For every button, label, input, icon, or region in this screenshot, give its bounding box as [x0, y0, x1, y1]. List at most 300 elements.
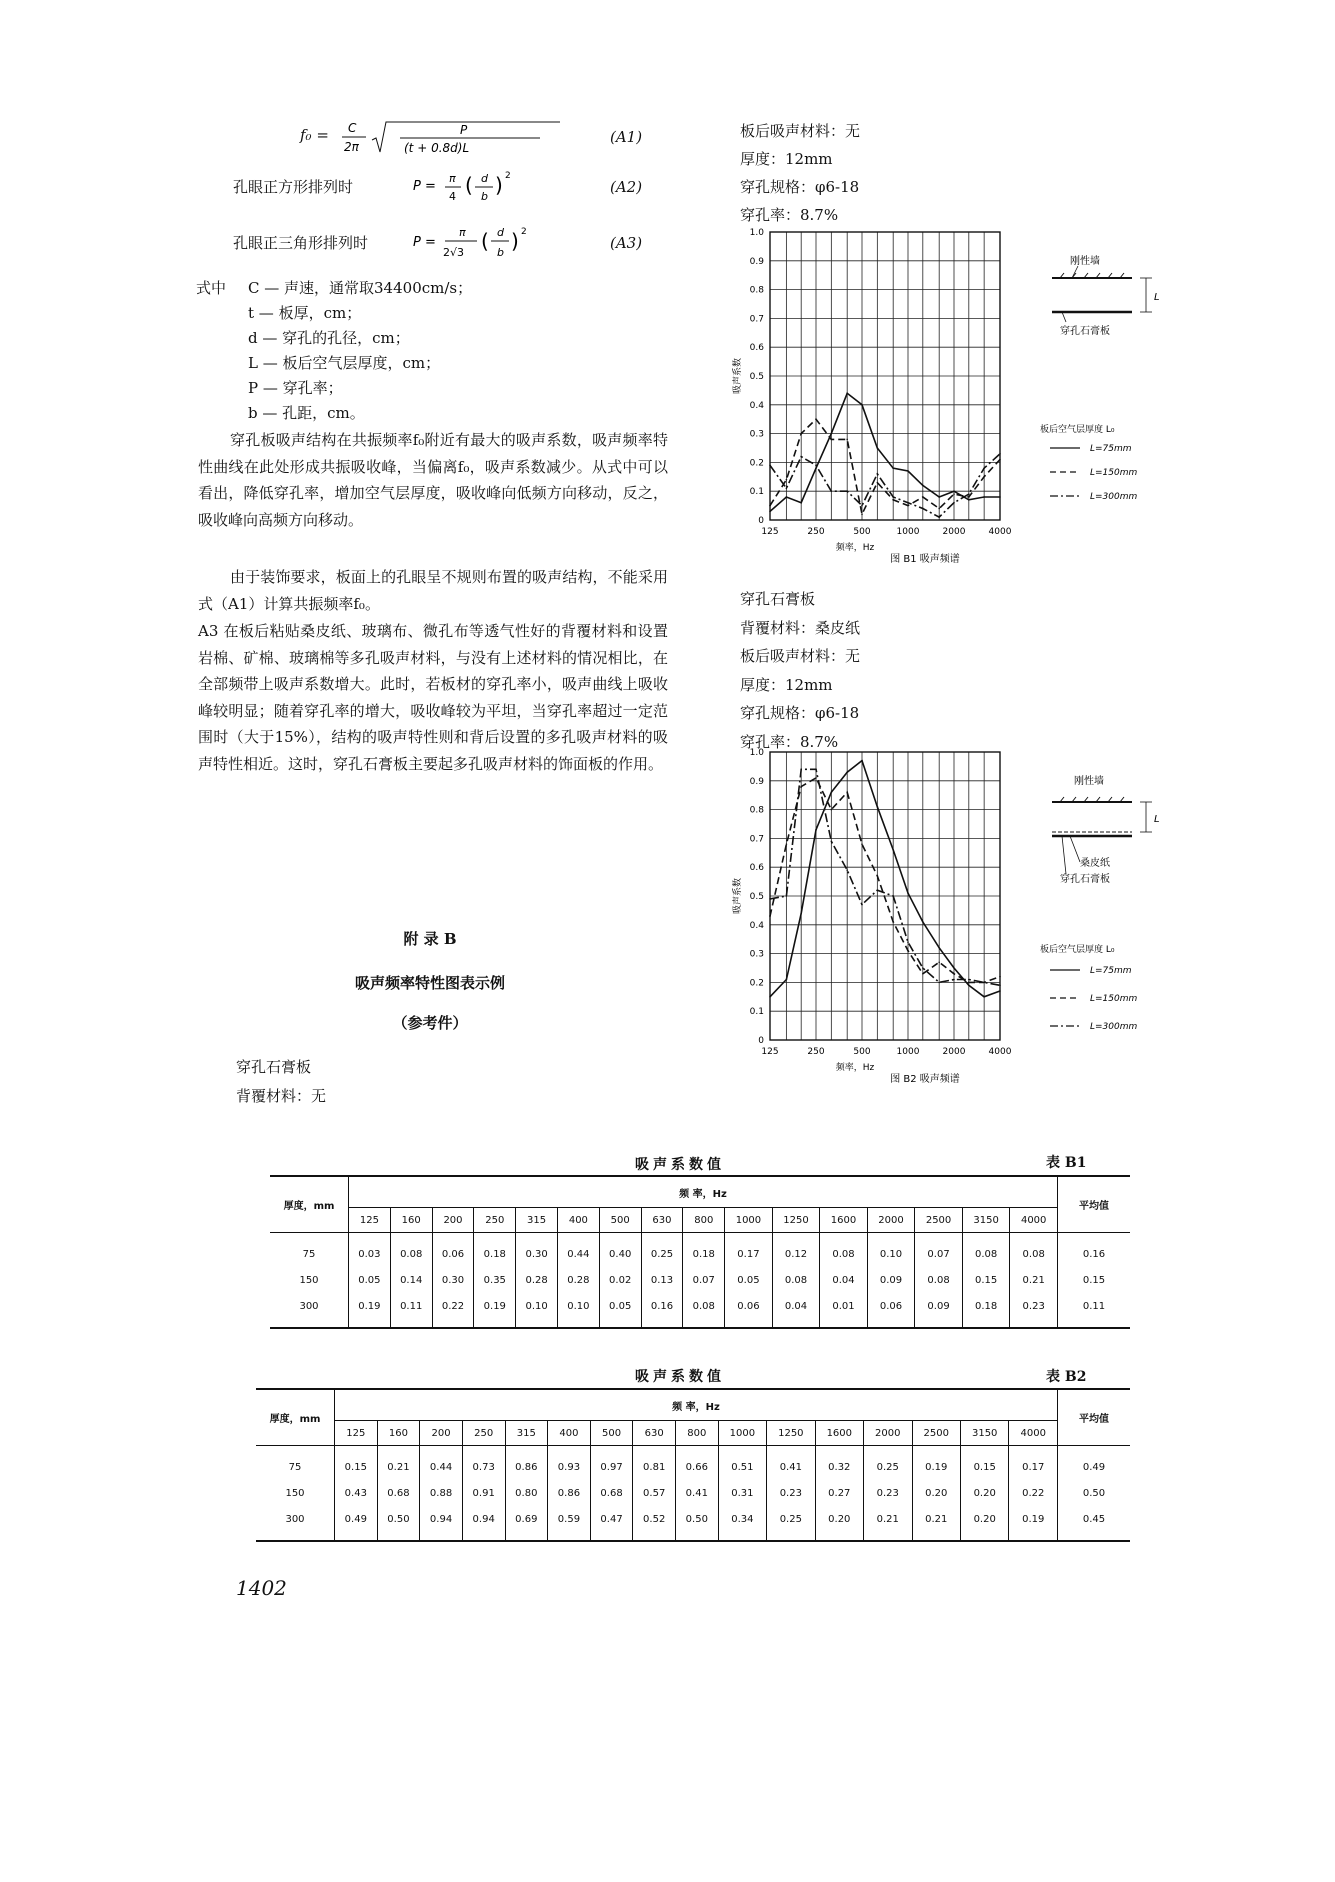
- data-point: [938, 516, 940, 518]
- coefficient-cell: 0.07: [915, 1233, 963, 1268]
- b1-spec-line: 穿孔规格：φ6-18: [740, 178, 860, 196]
- data-point: [953, 979, 955, 981]
- legend-label: L=300mm: [1090, 1022, 1138, 1032]
- frequency-column-header: 1000: [725, 1208, 773, 1233]
- y-tick-label: 0.3: [749, 949, 764, 960]
- data-point: [999, 990, 1001, 992]
- frequency-column-header: 500: [590, 1421, 633, 1446]
- coefficient-cell: 0.20: [815, 1506, 863, 1541]
- data-point: [938, 508, 940, 510]
- y-axis-label: 吸声系数: [733, 357, 743, 395]
- coefficient-cell: 0.08: [1010, 1233, 1058, 1268]
- coefficient-cell: 0.19: [912, 1446, 960, 1481]
- equation-a1: [300, 118, 680, 154]
- table-b1: [270, 1175, 1130, 1329]
- b1-spec-line: 板后吸声材料：无: [740, 122, 861, 140]
- variable-l: L — 板后空气层厚度，cm；: [248, 354, 441, 372]
- y-tick-label: 0.5: [749, 372, 764, 382]
- coefficient-cell: 0.86: [505, 1446, 548, 1481]
- data-point: [846, 792, 848, 794]
- coefficient-cell: 0.80: [505, 1480, 548, 1506]
- table-b2-number: 表 B2: [1046, 1369, 1087, 1385]
- coefficient-cell: 0.97: [590, 1446, 633, 1481]
- frequency-column-header: 250: [474, 1208, 516, 1233]
- data-point: [786, 479, 788, 481]
- data-point: [922, 508, 924, 510]
- data-point: [892, 499, 894, 501]
- data-point: [892, 895, 894, 897]
- coefficient-cell: 0.21: [1010, 1267, 1058, 1293]
- data-point: [877, 482, 879, 484]
- data-point: [953, 967, 955, 969]
- coefficient-cell: 0.10: [557, 1293, 599, 1328]
- series-line-300mm: [770, 454, 1000, 517]
- table-b2-title: 吸声系数值: [635, 1369, 725, 1385]
- y-tick-label: 0.1: [749, 1007, 764, 1018]
- legend-label: L=150mm: [1090, 468, 1138, 478]
- x-tick-label: 1000: [896, 527, 920, 537]
- b1-spec: [740, 117, 860, 229]
- svg-text:(: (: [465, 173, 473, 197]
- data-point: [877, 473, 879, 475]
- frequency-column-header: 1600: [820, 1208, 868, 1233]
- data-point: [999, 453, 1001, 455]
- coefficient-cell: 0.68: [377, 1480, 420, 1506]
- frequency-column-header: 200: [432, 1208, 474, 1233]
- frequency-column-header: 400: [548, 1421, 591, 1446]
- data-point: [968, 496, 970, 498]
- table-row: [270, 1293, 1130, 1328]
- coefficient-cell: 0.28: [557, 1267, 599, 1293]
- eq-a3-label: 孔眼正三角形排列时: [233, 234, 369, 252]
- data-point: [846, 771, 848, 773]
- series-line-75mm: [770, 761, 1000, 997]
- coefficient-cell: 0.05: [725, 1267, 773, 1293]
- svg-text:P =: P =: [413, 235, 436, 250]
- frequency-column-header: 630: [633, 1421, 676, 1446]
- average-header: 平均值: [1058, 1389, 1131, 1446]
- coefficient-cell: 0.52: [633, 1506, 676, 1541]
- data-point: [831, 433, 833, 435]
- data-point: [815, 829, 817, 831]
- data-point: [892, 496, 894, 498]
- plate-label: 穿孔石膏板: [1060, 874, 1110, 885]
- average-header: 平均值: [1058, 1176, 1131, 1233]
- coefficient-cell: 0.23: [767, 1480, 815, 1506]
- data-point: [968, 982, 970, 984]
- coefficient-cell: 0.21: [377, 1446, 420, 1481]
- data-point: [999, 496, 1001, 498]
- coefficient-cell: 0.22: [432, 1293, 474, 1328]
- frequency-column-header: 1600: [815, 1421, 863, 1446]
- svg-text:(t + 0.8d)L: (t + 0.8d)L: [404, 141, 470, 155]
- legend-label: L=300mm: [1090, 492, 1138, 502]
- table-row: [270, 1267, 1130, 1293]
- thickness-cell: 300: [270, 1293, 349, 1328]
- data-point: [953, 490, 955, 492]
- thickness-header: 厚度，mm: [270, 1176, 349, 1233]
- thickness-cell: 150: [299, 1274, 319, 1286]
- coefficient-cell: 0.23: [1010, 1293, 1058, 1328]
- variable-c: C — 声速，通常取34400cm/s；: [248, 279, 473, 297]
- coefficient-cell: 0.03: [349, 1233, 391, 1268]
- svg-text:P =: P =: [413, 179, 436, 194]
- average-cell: 0.11: [1058, 1293, 1131, 1328]
- data-point: [861, 505, 863, 507]
- y-tick-label: 0.7: [749, 314, 764, 325]
- frequency-column-header: 4000: [1009, 1421, 1058, 1446]
- variable-t: t — 板厚，cm；: [248, 304, 362, 322]
- data-point: [831, 840, 833, 842]
- data-point: [800, 433, 802, 435]
- coefficient-cell: 0.18: [683, 1233, 725, 1268]
- frequency-column-header: 1250: [772, 1208, 820, 1233]
- coefficient-cell: 0.44: [557, 1233, 599, 1268]
- coefficient-cell: 0.06: [725, 1293, 773, 1328]
- svg-text:P: P: [460, 123, 468, 137]
- data-point: [877, 447, 879, 449]
- data-point: [968, 979, 970, 981]
- data-point: [846, 392, 848, 394]
- coefficient-cell: 0.44: [420, 1446, 463, 1481]
- data-point: [786, 488, 788, 490]
- svg-text:C: C: [348, 121, 357, 135]
- appendix-subtitle: 吸声频率特性图表示例: [354, 974, 505, 992]
- frequency-column-header: 2500: [912, 1421, 960, 1446]
- data-point: [861, 843, 863, 845]
- wall-label: 刚性墙: [1074, 776, 1104, 787]
- data-point: [877, 875, 879, 877]
- coefficient-cell: 0.25: [767, 1506, 815, 1541]
- thickness-cell: 75: [302, 1248, 316, 1260]
- svg-text:): ): [511, 229, 519, 253]
- b2-spec-line: 穿孔规格：φ6-18: [740, 704, 860, 722]
- coefficient-cell: 0.23: [864, 1480, 912, 1506]
- frequency-column-header: 2000: [867, 1208, 915, 1233]
- left-spec-line: 穿孔石膏板: [236, 1058, 312, 1076]
- y-tick-label: 0.2: [749, 458, 764, 469]
- y-tick-label: 0.1: [749, 487, 764, 498]
- y-tick-label: 0.9: [749, 256, 764, 267]
- coefficient-cell: 0.17: [1009, 1446, 1058, 1481]
- figure-b1-structure-diagram: [1040, 250, 1180, 520]
- data-point: [907, 941, 909, 943]
- eq-a3-tag: (A3): [610, 234, 643, 252]
- y-tick-label: 0: [758, 1036, 764, 1046]
- frequency-column-header: 1250: [767, 1421, 815, 1446]
- y-tick-label: 1.0: [749, 748, 764, 758]
- legend-label: L=75mm: [1090, 444, 1132, 454]
- b2-spec-line: 厚度：12mm: [740, 675, 833, 694]
- coefficient-cell: 0.09: [915, 1293, 963, 1328]
- data-point: [815, 464, 817, 466]
- variable-b: b — 孔距，cm。: [248, 404, 365, 422]
- coefficient-cell: 0.40: [599, 1233, 641, 1268]
- coefficient-cell: 0.30: [516, 1233, 558, 1268]
- data-point: [922, 973, 924, 975]
- coefficient-cell: 0.09: [867, 1267, 915, 1293]
- x-tick-label: 4000: [988, 527, 1012, 537]
- coefficient-cell: 0.21: [864, 1506, 912, 1541]
- x-axis-label: 频率，Hz: [835, 1063, 875, 1073]
- data-point: [769, 996, 771, 998]
- coefficient-cell: 0.86: [548, 1480, 591, 1506]
- average-cell: 0.16: [1058, 1233, 1131, 1268]
- coefficient-cell: 0.11: [390, 1293, 432, 1328]
- coefficient-cell: 0.28: [516, 1267, 558, 1293]
- figure-b2-chart: [720, 742, 1020, 1102]
- dimension-label: L: [1154, 814, 1160, 825]
- data-point: [861, 904, 863, 906]
- coefficient-cell: 0.32: [815, 1446, 863, 1481]
- y-tick-label: 0.2: [749, 978, 764, 989]
- figure-b1-chart: [720, 222, 1020, 592]
- coefficient-cell: 0.19: [1009, 1506, 1058, 1541]
- x-axis-label: 频率，Hz: [835, 543, 875, 553]
- frequency-column-header: 125: [335, 1421, 378, 1446]
- frequency-column-header: 2500: [915, 1208, 963, 1233]
- coefficient-cell: 0.08: [820, 1233, 868, 1268]
- coefficient-cell: 0.15: [960, 1446, 1008, 1481]
- coefficient-cell: 0.05: [349, 1267, 391, 1293]
- appendix-note: （参考件）: [392, 1014, 468, 1032]
- y-tick-label: 0.4: [749, 400, 764, 411]
- y-tick-label: 0: [758, 516, 764, 526]
- equation-a3: [233, 222, 683, 262]
- coefficient-cell: 0.66: [676, 1446, 719, 1481]
- coefficient-cell: 0.02: [599, 1267, 641, 1293]
- svg-text:π: π: [449, 172, 456, 185]
- eq-a3-formula: [413, 222, 583, 266]
- data-point: [815, 467, 817, 469]
- data-point: [769, 915, 771, 917]
- data-point: [999, 976, 1001, 978]
- variable-p: P — 穿孔率；: [248, 379, 343, 397]
- frequency-column-header: 200: [420, 1421, 463, 1446]
- y-tick-label: 0.4: [749, 920, 764, 931]
- data-point: [983, 996, 985, 998]
- table-b1-title: 吸声系数值: [635, 1157, 725, 1173]
- data-point: [769, 505, 771, 507]
- b2-spec-line: 穿孔石膏板: [740, 590, 816, 608]
- dimension-label: L: [1154, 292, 1160, 303]
- where-label: 式中: [196, 279, 227, 297]
- y-axis-label: 吸声系数: [733, 877, 743, 915]
- table-b2: [256, 1388, 1130, 1542]
- coefficient-cell: 0.12: [772, 1233, 820, 1268]
- data-point: [938, 982, 940, 984]
- svg-text:π: π: [459, 226, 466, 239]
- coefficient-cell: 0.08: [772, 1267, 820, 1293]
- data-point: [877, 806, 879, 808]
- frequency-column-header: 400: [557, 1208, 599, 1233]
- data-point: [907, 950, 909, 952]
- coefficient-cell: 0.19: [474, 1293, 516, 1328]
- data-point: [953, 502, 955, 504]
- series-line-75mm: [770, 393, 1000, 511]
- figure-b2-structure-diagram: [1040, 770, 1180, 1040]
- coefficient-cell: 0.08: [390, 1233, 432, 1268]
- y-tick-label: 0.3: [749, 429, 764, 440]
- coefficient-cell: 0.20: [912, 1480, 960, 1506]
- data-point: [983, 467, 985, 469]
- legend-label: L=75mm: [1090, 966, 1132, 976]
- eq-a1-tag: (A1): [610, 128, 643, 146]
- variable-d: d — 穿孔的孔径，cm；: [248, 329, 410, 347]
- data-point: [938, 961, 940, 963]
- data-point: [800, 502, 802, 504]
- coefficient-cell: 0.94: [462, 1506, 505, 1541]
- wall-label: 刚性墙: [1070, 256, 1100, 267]
- coefficient-cell: 0.41: [676, 1480, 719, 1506]
- svg-text:2: 2: [521, 227, 527, 237]
- data-point: [846, 439, 848, 441]
- left-spec: [236, 1053, 326, 1111]
- figure-caption: 图 B2 吸声频谱: [890, 1074, 960, 1085]
- data-point: [786, 843, 788, 845]
- frequency-column-header: 160: [377, 1421, 420, 1446]
- frequency-header: 频 率，Hz: [349, 1176, 1058, 1208]
- coefficient-cell: 0.06: [867, 1293, 915, 1328]
- coefficient-cell: 0.07: [683, 1267, 725, 1293]
- coefficient-cell: 0.49: [335, 1506, 378, 1541]
- data-point: [861, 404, 863, 406]
- data-point: [815, 418, 817, 420]
- coefficient-cell: 0.01: [820, 1293, 868, 1328]
- coefficient-cell: 0.17: [725, 1233, 773, 1268]
- series-line-150mm: [770, 778, 1000, 983]
- table-row: [270, 1233, 1130, 1268]
- data-point: [953, 973, 955, 975]
- data-point: [800, 456, 802, 458]
- data-point: [831, 809, 833, 811]
- coefficient-cell: 0.59: [548, 1506, 591, 1541]
- data-point: [922, 496, 924, 498]
- b2-spec-line: 板后吸声材料：无: [740, 647, 861, 665]
- x-tick-label: 500: [853, 527, 871, 537]
- svg-text:2: 2: [505, 171, 511, 181]
- table-row: [256, 1506, 1130, 1541]
- table-row: [256, 1480, 1130, 1506]
- svg-text:(: (: [481, 229, 489, 253]
- paragraph-a3: A3 在板后粘贴桑皮纸、玻璃布、微孔布等透气性好的背覆材料和设置岩棉、矿棉、玻璃棉等多孔吸声材料，与没有上述材料的情况相比，在全部频带上吸声系数增大。此时，若板材的穿孔率小，吸声曲线上吸收峰较明显；随着穿孔率的增大，吸收峰较为平坦，当穿孔率超过一定范围时（大于15%），结构的吸声特性则和背后设置的多孔吸声材料的吸声特性相近。这时，穿孔石膏板主要起多孔吸声材料的饰面板的作用。: [198, 622, 668, 773]
- data-point: [786, 496, 788, 498]
- figure-caption: 图 B1 吸声频谱: [890, 554, 960, 565]
- legend-title: 板后空气层厚度 L₀: [1040, 945, 1115, 955]
- frequency-column-header: 800: [683, 1208, 725, 1233]
- coefficient-cell: 0.30: [432, 1267, 474, 1293]
- frequency-header: 频 率，Hz: [335, 1389, 1058, 1421]
- appendix-title: 附 录 B: [403, 930, 457, 948]
- average-cell: 0.45: [1058, 1506, 1131, 1541]
- x-tick-label: 125: [761, 527, 779, 537]
- coefficient-cell: 0.08: [683, 1293, 725, 1328]
- data-point: [846, 490, 848, 492]
- data-point: [892, 921, 894, 923]
- table-row: [256, 1446, 1130, 1481]
- data-point: [999, 459, 1001, 461]
- b1-spec-line: 厚度：12mm: [740, 150, 833, 168]
- coefficient-cell: 0.43: [335, 1480, 378, 1506]
- data-point: [922, 921, 924, 923]
- data-point: [786, 979, 788, 981]
- data-point: [968, 493, 970, 495]
- data-point: [892, 467, 894, 469]
- data-point: [861, 760, 863, 762]
- data-point: [846, 869, 848, 871]
- coefficient-cell: 0.68: [590, 1480, 633, 1506]
- legend-title: 板后空气层厚度 L₀: [1040, 425, 1115, 435]
- y-tick-label: 0.8: [749, 805, 764, 816]
- coefficient-cell: 0.35: [474, 1267, 516, 1293]
- frequency-column-header: 2000: [864, 1421, 912, 1446]
- coefficient-cell: 0.18: [474, 1233, 516, 1268]
- x-tick-label: 1000: [896, 1047, 920, 1057]
- frequency-column-header: 1000: [718, 1421, 766, 1446]
- series-line-300mm: [770, 769, 1000, 985]
- x-tick-label: 4000: [988, 1047, 1012, 1057]
- y-tick-label: 0.7: [749, 834, 764, 845]
- data-point: [983, 982, 985, 984]
- coefficient-cell: 0.25: [864, 1446, 912, 1481]
- coefficient-cell: 0.05: [599, 1293, 641, 1328]
- y-tick-label: 0.6: [749, 863, 764, 874]
- data-point: [922, 485, 924, 487]
- b2-spec-line: 背覆材料：桑皮纸: [740, 618, 861, 637]
- data-point: [907, 470, 909, 472]
- coefficient-cell: 0.57: [633, 1480, 676, 1506]
- coefficient-cell: 0.06: [432, 1233, 474, 1268]
- data-point: [983, 476, 985, 478]
- eq-a2-label: 孔眼正方形排列时: [233, 178, 354, 196]
- coefficient-cell: 0.08: [962, 1233, 1010, 1268]
- b1-spec-line: 穿孔率：8.7%: [740, 206, 839, 224]
- data-point: [815, 777, 817, 779]
- coefficient-cell: 0.91: [462, 1480, 505, 1506]
- data-point: [938, 496, 940, 498]
- coefficient-cell: 0.93: [548, 1446, 591, 1481]
- coefficient-cell: 0.50: [377, 1506, 420, 1541]
- coefficient-cell: 0.88: [420, 1480, 463, 1506]
- coefficient-cell: 0.04: [820, 1267, 868, 1293]
- y-tick-label: 0.6: [749, 343, 764, 354]
- data-point: [831, 439, 833, 441]
- data-point: [983, 496, 985, 498]
- data-point: [831, 490, 833, 492]
- svg-text:b: b: [497, 246, 504, 259]
- paper-label: 桑皮纸: [1080, 858, 1110, 869]
- coefficient-cell: 0.15: [962, 1267, 1010, 1293]
- x-tick-label: 125: [761, 1047, 779, 1057]
- data-point: [968, 984, 970, 986]
- svg-text:2√3: 2√3: [443, 246, 465, 259]
- frequency-column-header: 3150: [960, 1421, 1008, 1446]
- svg-text:): ): [495, 173, 503, 197]
- svg-text:b: b: [481, 190, 488, 203]
- eq-a1-formula: [340, 118, 570, 162]
- coefficient-cell: 0.73: [462, 1446, 505, 1481]
- svg-text:2π: 2π: [344, 140, 359, 154]
- b2-spec: [740, 585, 860, 756]
- paragraph-irregular-holes: 由于装饰要求，板面上的孔眼呈不规则布置的吸声结构，不能采用式（A1）计算共振频率f₀。: [198, 568, 668, 613]
- table-b2-grid: [256, 1388, 1130, 1542]
- thickness-cell: 150: [285, 1487, 305, 1499]
- data-point: [769, 898, 771, 900]
- frequency-column-header: 4000: [1010, 1208, 1058, 1233]
- eq-a2-formula: [413, 168, 563, 210]
- coefficient-cell: 0.10: [516, 1293, 558, 1328]
- average-cell: 0.15: [1058, 1267, 1131, 1293]
